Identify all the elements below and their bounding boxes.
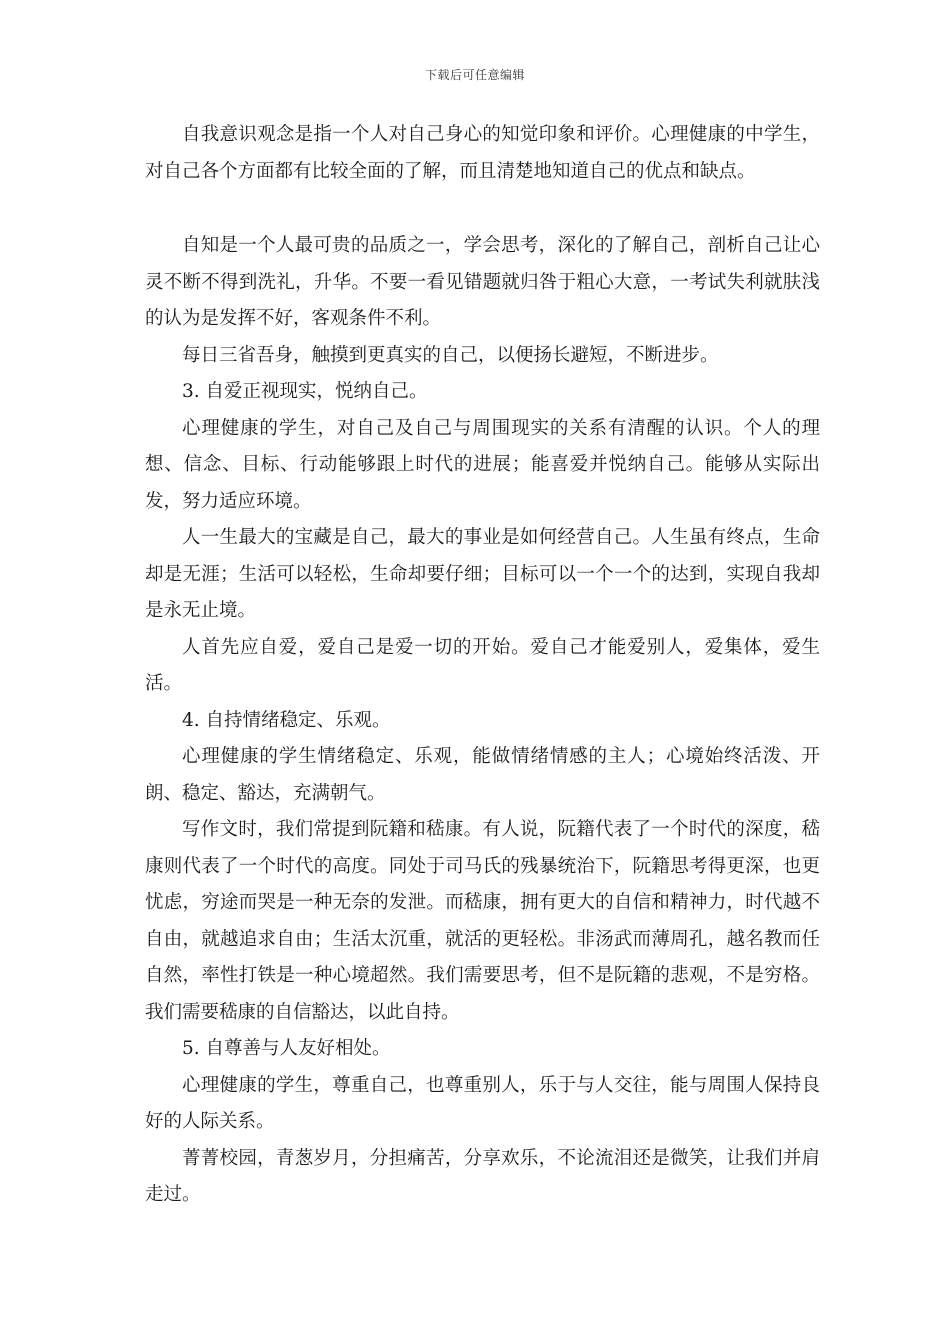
paragraph-ruanji-jikang: 写作文时，我们常提到阮籍和嵇康。有人说，阮籍代表了一个时代的深度，嵇康则代表了一个时代的高度。同处于司马氏的残暴统治下，阮籍思考得更深，也更忧虑，穷途而哭是一种无奈的发泄。而嵇康，拥有更大的自信和精神力，时代越不自由，就越追求自由；生活太沉重，就活的更轻松。非汤武而薄周孔，越名教而任自然，率性打铁是一种心境超然。我们需要思考，但不是阮籍的悲观，不是穷格。我们需要嵇康的自信豁达，以此自持。 [145,819,820,1023]
paragraph-self-awareness: 自我意识观念是指一个人对自己身心的知觉印象和评价。心理健康的中学生，对自己各个方面都有比较全面的了解，而且清楚地知道自己的优点和缺点。 [145,124,820,182]
paragraph-emotional-stability: 心理健康的学生情绪稳定、乐观，能做情绪情感的主人；心境始终活泼、开朗、稳定、豁达，充满朝气。 [145,746,820,804]
paragraph-campus-closing: 菁菁校园，青葱岁月，分担痛苦，分享欢乐，不论流泪还是微笑，让我们并肩走过。 [145,1147,820,1205]
paragraph-self-knowledge: 自知是一个人最可贵的品质之一，学会思考，深化的了解自己，剖析自己让心灵不断不得到洗礼，升华。不要一看见错题就归咎于粗心大意，一考试失利就肤浅的认为是发挥不好，客观条件不利。 [145,235,820,329]
section-heading-4: 4. 自持情绪稳定、乐观。 [182,709,391,731]
paragraph-self-love: 人首先应自爱，爱自己是爱一切的开始。爱自己才能爱别人，爱集体，爱生活。 [145,636,820,694]
paragraph-daily-reflection: 每日三省吾身，触摸到更真实的自己，以便扬长避短，不断进步。 [182,344,719,366]
paragraph-life-treasure: 人一生最大的宝藏是自己，最大的事业是如何经营自己。人生虽有终点，生命却是无涯；生活可以轻松，生命却要仔细；目标可以一个一个的达到，实现自我却是永无止境。 [145,527,820,621]
paragraph-respect-others: 心理健康的学生，尊重自己，也尊重别人，乐于与人交往，能与周围人保持良好的人际关系。 [145,1074,820,1132]
document-body [145,117,820,1214]
paragraph-realistic-view: 心理健康的学生，对自己及自己与周围现实的关系有清醒的认识。个人的理想、信念、目标、行动能够跟上时代的进展；能喜爱并悦纳自己。能够从实际出发，努力适应环境。 [145,417,820,512]
section-heading-3: 3. 自爱正视现实，悦纳自己。 [182,381,428,402]
section-heading-5: 5. 自尊善与人友好相处。 [182,1038,391,1059]
page-header: 下载后可任意编辑 [424,68,525,82]
